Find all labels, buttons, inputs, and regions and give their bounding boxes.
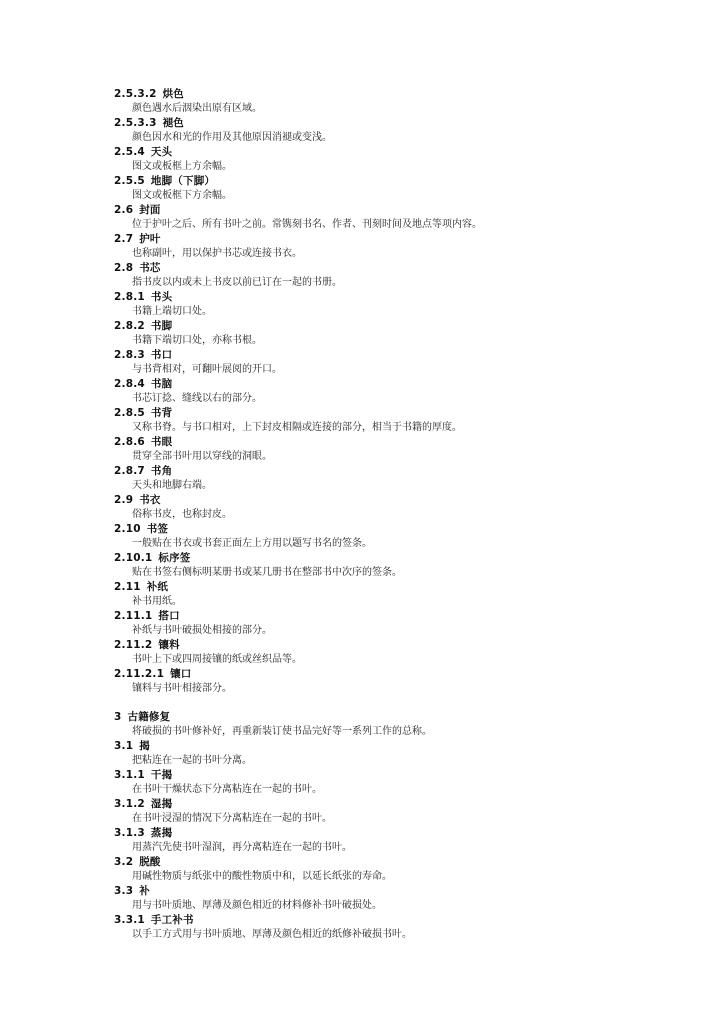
glossary-entry: [114, 797, 674, 826]
entry-heading: [114, 87, 674, 102]
entry-definition: 以手工方式用与书叶质地、厚薄及颜色相近的纸修补破损书叶。: [132, 928, 412, 940]
glossary-entry: [114, 826, 674, 855]
entry-number: 2.5.3.2: [114, 88, 157, 100]
entry-heading: [114, 174, 674, 189]
entry-number: 3.1.2: [114, 798, 145, 810]
glossary-entry: [114, 667, 674, 696]
entry-term: 搭口: [158, 610, 180, 622]
entry-heading: [114, 348, 674, 363]
entry-heading: [114, 826, 674, 841]
glossary-entry: [114, 739, 674, 768]
glossary-entry: [114, 884, 674, 913]
entry-term: 蒸揭: [150, 827, 173, 839]
entry-number: 3.3: [114, 885, 134, 897]
entry-term: 手工补书: [150, 914, 194, 926]
entry-term: 烘色: [162, 88, 184, 100]
entry-definition: 颜色因水和光的作用及其他原因消褪或变浅。: [132, 131, 332, 143]
entry-term: 书头: [150, 291, 173, 303]
entry-definition: 图文或板框上方余幅。: [132, 160, 232, 172]
glossary-entry: [114, 232, 674, 261]
entry-definition: 也称副叶，用以保护书芯或连接书衣。: [132, 247, 302, 259]
entry-term: 护叶: [139, 233, 161, 245]
entry-number: 2.10: [114, 523, 141, 535]
glossary-entry: [114, 522, 674, 551]
glossary-entry: [114, 913, 674, 942]
entry-term: 书背: [150, 407, 173, 419]
entry-definition: 天头和地脚右端。: [132, 479, 212, 491]
entry-definition: 补书用纸。: [132, 595, 182, 607]
glossary-entry: [114, 609, 674, 638]
glossary-entry: [114, 710, 674, 739]
entry-heading: [114, 319, 674, 334]
entry-definition: 指书皮以内或未上书皮以前已订在一起的书册。: [132, 276, 342, 288]
entry-term: 书衣: [139, 494, 161, 506]
entry-definition: 一般贴在书衣或书套正面左上方用以题写书名的签条。: [132, 537, 372, 549]
entry-definition: 颜色遇水后洇染出原有区域。: [132, 102, 262, 114]
glossary-entry: [114, 290, 674, 319]
glossary-entry: [114, 855, 674, 884]
entry-term: 镶口: [170, 668, 192, 680]
glossary-entries: [114, 87, 674, 942]
entry-heading: [114, 768, 674, 783]
glossary-entry: [114, 174, 674, 203]
entry-number: 2.10.1: [114, 552, 153, 564]
entry-definition: 补纸与书叶破损处相接的部分。: [132, 624, 272, 636]
entry-definition: 镶料与书叶相接部分。: [132, 682, 232, 694]
entry-number: 3.1.1: [114, 769, 145, 781]
glossary-entry: [114, 145, 674, 174]
entry-number: 2.5.3.3: [114, 117, 157, 129]
glossary-entry: [114, 348, 674, 377]
entry-heading: [114, 710, 674, 725]
glossary-entry: [114, 435, 674, 464]
entry-number: 3: [114, 711, 122, 723]
entry-term: 镶料: [158, 639, 180, 651]
entry-term: 补纸: [146, 581, 169, 593]
entry-number: 2.5.5: [114, 175, 145, 187]
entry-definition: 用与书叶质地、厚薄及颜色相近的材料修补书叶破损处。: [132, 899, 382, 911]
section-spacer: [114, 696, 674, 710]
entry-number: 2.8.5: [114, 407, 145, 419]
entry-number: 2.8.1: [114, 291, 145, 303]
entry-number: 3.1.3: [114, 827, 145, 839]
entry-definition: 贯穿全部书叶用以穿线的洞眼。: [132, 450, 272, 462]
entry-heading: [114, 377, 674, 392]
entry-definition: 将破损的书叶修补好，再重新装订使书品完好等一系列工作的总称。: [132, 725, 432, 737]
entry-heading: [114, 203, 674, 218]
glossary-entry: [114, 493, 674, 522]
glossary-entry: [114, 203, 674, 232]
entry-definition: 书籍下端切口处，亦称书根。: [132, 334, 262, 346]
entry-number: 2.7: [114, 233, 134, 245]
entry-heading: [114, 435, 674, 450]
entry-term: 书眼: [150, 436, 173, 448]
entry-number: 2.8.6: [114, 436, 145, 448]
entry-term: 揭: [139, 740, 150, 752]
entry-number: 2.11.2.1: [114, 668, 165, 680]
entry-number: 2.11.1: [114, 610, 153, 622]
glossary-entry: [114, 768, 674, 797]
entry-heading: [114, 855, 674, 870]
entry-number: 3.1: [114, 740, 134, 752]
entry-definition: 在书叶干燥状态下分离粘连在一起的书叶。: [132, 783, 322, 795]
entry-term: 褪色: [162, 117, 184, 129]
entry-term: 书口: [150, 349, 173, 361]
glossary-entry: [114, 406, 674, 435]
entry-definition: 贴在书签右侧标明某册书或某几册书在整部书中次序的签条。: [132, 566, 402, 578]
entry-definition: 位于护叶之后、所有书叶之前。常镌刻书名、作者、刊刻时间及地点等项内容。: [132, 218, 482, 230]
entry-heading: [114, 261, 674, 276]
entry-definition: 用碱性物质与纸张中的酸性物质中和，以延长纸张的寿命。: [132, 870, 392, 882]
entry-heading: [114, 884, 674, 899]
entry-heading: [114, 406, 674, 421]
entry-number: 2.5.4: [114, 146, 145, 158]
entry-heading: [114, 522, 674, 537]
entry-term: 封面: [139, 204, 161, 216]
glossary-entry: [114, 377, 674, 406]
entry-definition: 与书背相对，可翻叶展阅的开口。: [132, 363, 282, 375]
entry-term: 天头: [150, 146, 173, 158]
entry-number: 2.8.4: [114, 378, 145, 390]
entry-definition: 俗称书皮，也称封皮。: [132, 508, 232, 520]
entry-term: 湿揭: [150, 798, 173, 810]
entry-number: 2.8.2: [114, 320, 145, 332]
glossary-entry: [114, 464, 674, 493]
glossary-entry: [114, 261, 674, 290]
entry-definition: 在书叶浸湿的情况下分离粘连在一起的书叶。: [132, 812, 332, 824]
entry-term: 古籍修复: [127, 711, 171, 723]
entry-heading: [114, 609, 674, 624]
entry-heading: [114, 638, 674, 653]
entry-heading: [114, 116, 674, 131]
entry-definition: 用蒸汽先使书叶湿润，再分离粘连在一起的书叶。: [132, 841, 352, 853]
entry-term: 书脚: [150, 320, 173, 332]
entry-term: 书角: [150, 465, 173, 477]
entry-number: 2.9: [114, 494, 134, 506]
entry-number: 2.8: [114, 262, 134, 274]
glossary-entry: [114, 638, 674, 667]
entry-definition: 书叶上下或四周接镶的纸或丝织品等。: [132, 653, 302, 665]
glossary-entry: [114, 116, 674, 145]
entry-definition: 又称书脊。与书口相对，上下封皮相隔或连接的部分，相当于书籍的厚度。: [132, 421, 462, 433]
entry-term: 地脚（下脚）: [150, 175, 216, 187]
entry-number: 2.11.2: [114, 639, 153, 651]
entry-heading: [114, 551, 674, 566]
entry-number: 2.8.3: [114, 349, 145, 361]
entry-number: 2.11: [114, 581, 141, 593]
entry-number: 2.6: [114, 204, 134, 216]
entry-heading: [114, 290, 674, 305]
entry-term: 书签: [146, 523, 169, 535]
entry-definition: 书芯订捻、缝线以右的部分。: [132, 392, 262, 404]
entry-definition: 书籍上端切口处。: [132, 305, 212, 317]
glossary-entry: [114, 87, 674, 116]
entry-number: 3.2: [114, 856, 134, 868]
entry-heading: [114, 493, 674, 508]
entry-heading: [114, 739, 674, 754]
entry-heading: [114, 797, 674, 812]
entry-term: 书芯: [139, 262, 161, 274]
entry-term: 补: [139, 885, 150, 897]
entry-term: 标序签: [158, 552, 191, 564]
entry-term: 书脑: [150, 378, 173, 390]
entry-heading: [114, 580, 674, 595]
entry-heading: [114, 667, 674, 682]
entry-number: 2.8.7: [114, 465, 145, 477]
glossary-entry: [114, 319, 674, 348]
entry-definition: 把粘连在一起的书叶分离。: [132, 754, 252, 766]
glossary-entry: [114, 580, 674, 609]
entry-term: 干揭: [150, 769, 173, 781]
entry-heading: [114, 232, 674, 247]
entry-term: 脱酸: [139, 856, 161, 868]
entry-number: 3.3.1: [114, 914, 145, 926]
entry-heading: [114, 464, 674, 479]
entry-heading: [114, 913, 674, 928]
entry-definition: 图文或板框下方余幅。: [132, 189, 232, 201]
entry-heading: [114, 145, 674, 160]
glossary-entry: [114, 551, 674, 580]
